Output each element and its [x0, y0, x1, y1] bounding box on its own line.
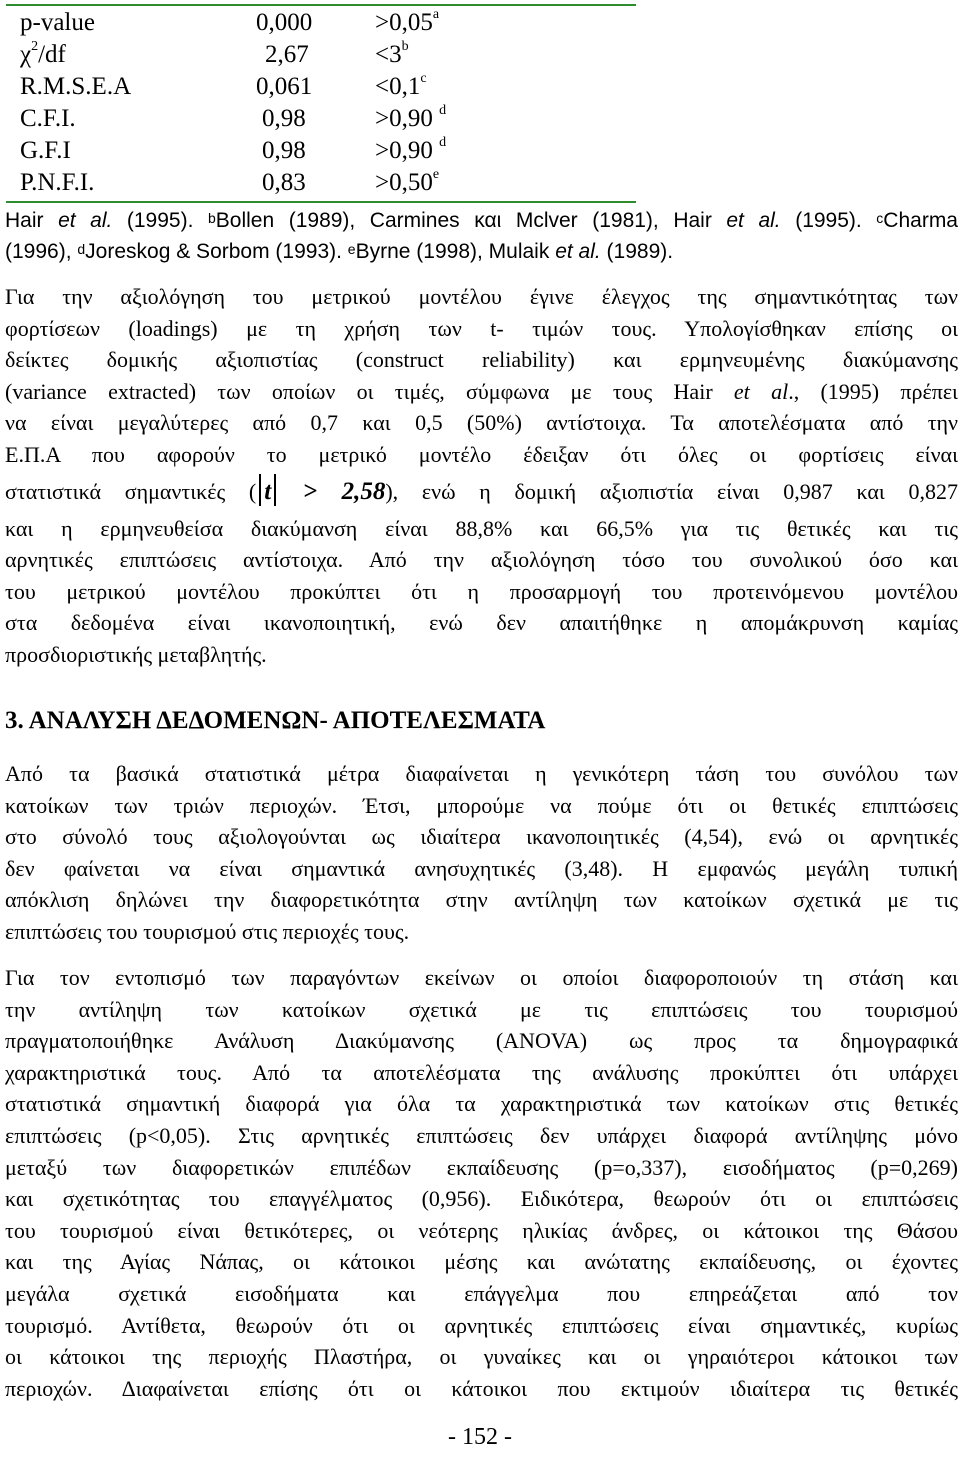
- table-top-rule: [6, 4, 636, 6]
- text-line: μεταξύ των διαφορετικών επιπέδων εκπαίδευσης (p=o,337), εισοδήματος (p=0,269): [5, 1154, 958, 1180]
- text-line: φορτίσεων (loadings) με τη χρήση των t- τιμών τους. Υπολογίσθηκαν επίσης οι: [5, 315, 958, 341]
- text-line: Από τα βασικά στατιστικά μέτρα διαφαίνεται η γενικότερη τάση του συνόλου των: [5, 761, 958, 786]
- index-name: P.N.F.I.: [20, 169, 95, 196]
- index-value: 0,98: [262, 137, 306, 164]
- text-line: περιοχών. Διαφαίνεται επίσης ότι οι κάτοικοι που εκτιμούν ιδιαίτερα τις θετικές: [5, 1375, 958, 1401]
- text-line: κατοίκων των τριών περιοχών. Έτσι, μπορούμε να πούμε ότι οι θετικές επιπτώσεις: [5, 792, 958, 818]
- index-threshold: >0,05$^a$: [375, 7, 440, 36]
- paragraph-descriptive-stats: [5, 758, 958, 948]
- text-line: του μετρικού μοντέλου προκύπτει ότι η προσαρμογή του προτεινόμενου μοντέλου: [5, 578, 958, 604]
- text-line: να είναι μεγαλύτερες από 0,7 και 0,5 (50%) αντίστοιχα. Τα αποτελέσματα από την: [5, 410, 958, 436]
- paragraph-anova: [5, 962, 958, 1404]
- text-line: στατιστικά σημαντική διαφορά για όλα τα χαρακτηριστικά των κατοίκων στις θετικές: [5, 1091, 958, 1117]
- text-line: στα δεδομένα είναι ικανοποιητική, ενώ δεν απαιτήθηκε η απομάκρυνση καμίας: [5, 610, 958, 636]
- text-line: του τουρισμού είναι θετικότερες, οι νεότερης ηλικίας άνδρες, οι κάτοικοι της Θάσου: [5, 1217, 958, 1243]
- index-name: R.M.S.E.A: [20, 73, 132, 100]
- sources-line-1: Hair et al. (1995). $^b$Bollen (1989), Carmines και Mclver (1981), Hair et al. (1995). $^c$Charma: [5, 209, 958, 232]
- text-line: (variance extracted) των οποίων οι τιμές, σύμφωνα με τους Hair et al., (1995) πρέπει: [5, 378, 958, 404]
- text-line: δεν φαίνεται να είναι σημαντικά ανησυχητικές (3,48). Η εμφανώς μεγάλη τυπική: [5, 855, 958, 881]
- index-name: C.F.I.: [20, 105, 76, 132]
- text-line: οι κάτοικοι της περιοχής Πλαστήρα, οι γυναίκες και οι γηραιότεροι κάτοικοι των: [5, 1344, 958, 1370]
- text-line: στο σύνολό τους αξιολογούνται ως ιδιαίτερα ικανοποιητικές (4,54), ενώ οι αρνητικές: [5, 824, 958, 850]
- index-threshold: >0,90 $^d$: [375, 135, 447, 164]
- text-line: απόκλιση δηλώνει την διαφορετικότητα στην αντίληψη των κατοίκων σχετικά με τις: [5, 887, 958, 913]
- text-line: και σχετικότητας του επαγγέλματος (0,956). Ειδικότερα, θεωρούν ότι οι επιπτώσεις: [5, 1186, 958, 1212]
- text-line: δείκτες δομικής αξιοπιστίας (construct reliability) και ερμηνευμένης διακύμανσης: [5, 347, 958, 373]
- index-name: $\chi^2/df$: [20, 39, 66, 68]
- index-name: G.F.I: [20, 137, 71, 164]
- index-value: 0,98: [262, 105, 306, 132]
- index-value: 0,83: [262, 169, 306, 196]
- text-line: μεγάλα σχετικά εισοδήματα και επάγγελμα που επηρεάζεται από τον: [5, 1280, 958, 1306]
- text-line: επιπτώσεις (p<0,05). Στις αρνητικές επιπτώσεις δεν υπάρχει διαφορά αντίληψης μόνο: [5, 1122, 958, 1148]
- section-heading: 3. ΑΝΑΛΥΣΗ ΔΕΔΟΜΕΝΩΝ- ΑΠΟΤΕΛΕΣΜΑΤΑ: [5, 707, 546, 734]
- index-threshold: $<3^b$: [375, 39, 409, 68]
- index-name: p-value: [20, 9, 95, 36]
- text-line: Για την αξιολόγηση του μετρικού μοντέλου έγινε έλεγχος της σημαντικότητας των: [5, 284, 958, 309]
- index-threshold: >0,50$^e$: [375, 167, 440, 196]
- text-line: επιπτώσεις του τουρισμού στις περιοχές τους.: [5, 918, 410, 944]
- text-line: προσδιοριστικής μεταβλητής.: [5, 641, 267, 667]
- sources-line-2: (1996), $^d$Joreskog & Sorbom (1993). $^e$Byrne (1998), Mulaik et al. (1989).: [5, 240, 674, 263]
- table-bottom-rule: [6, 201, 636, 203]
- page-number: - 152 -: [448, 1424, 512, 1450]
- index-value: 0,061: [256, 73, 313, 100]
- index-value: 0,000: [256, 9, 313, 36]
- index-threshold: >0,90 $^d$: [375, 103, 447, 132]
- text-line: αρνητικές επιπτώσεις αντίστοιχα. Από την αξιολόγηση τόσο του συνολικού όσο και: [5, 547, 958, 573]
- paragraph-measurement-model: [5, 281, 958, 671]
- index-threshold: <0,1$^c$: [375, 71, 427, 100]
- table-sources-note: [5, 205, 958, 267]
- text-line: Για τον εντοπισμό των παραγόντων εκείνων οι οποίοι διαφοροποιούν τη στάση και: [5, 965, 958, 990]
- text-line: τουρισμό. Αντίθετα, θεωρούν ότι οι αρνητικές επιπτώσεις είναι σημαντικές, κυρίως: [5, 1312, 958, 1338]
- text-line: πραγματοποιήθηκε Ανάλυση Διακύμανσης (ANOVA) ως προς τα δημογραφικά: [5, 1028, 958, 1054]
- text-line: χαρακτηριστικά τους. Από τα αποτελέσματα της ανάλυσης προκύπτει ότι υπάρχει: [5, 1059, 958, 1085]
- index-value: 2,67: [265, 41, 309, 68]
- text-line: την αντίληψη των κατοίκων σχετικά με τις επιπτώσεις του τουρισμού: [5, 996, 958, 1022]
- text-line: και της Αγίας Νάπας, οι κάτοικοι μέσης και ανώτατης εκπαίδευσης, οι έχοντες: [5, 1249, 958, 1275]
- text-line: και η ερμηνευθείσα διακύμανση είναι 88,8% και 66,5% για τις θετικές και τις: [5, 515, 958, 541]
- text-line-with-formula: στατιστικά σημαντικές ( t > 2,58), ενώ η δομική αξιοπιστία είναι 0,987 και 0,827: [5, 471, 958, 513]
- text-line: Ε.Π.Α που αφορούν το μετρικό μοντέλο έδειξαν ότι όλες οι φορτίσεις είναι: [5, 441, 958, 467]
